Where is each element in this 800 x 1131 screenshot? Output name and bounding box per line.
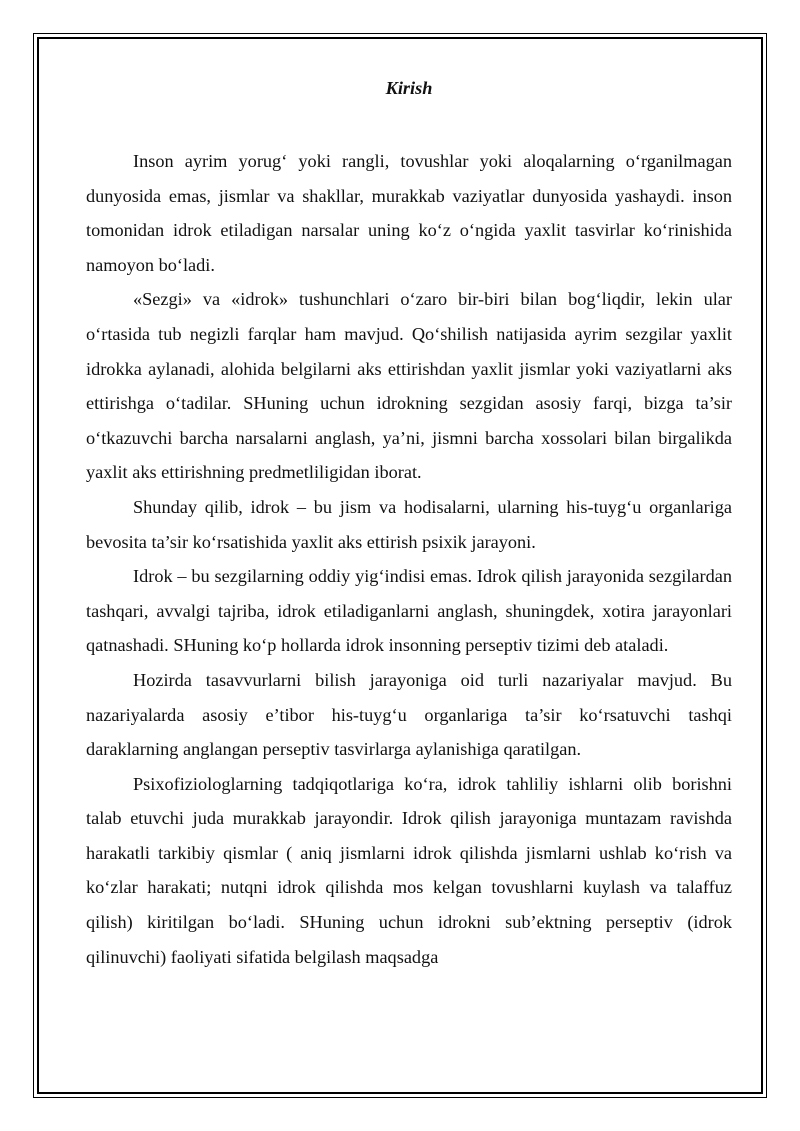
- document-body: [86, 74, 732, 974]
- paragraph-2: «Sezgi» va «idrok» tushunchlari o‘zaro bir-biri bilan bog‘liqdir, lekin ular o‘rtasida tub negizli farqlar ham mavjud. Qo‘shilish natijasida ayrim sezgilar yaxlit idrokka aylanadi, alohida belgilarni aks ettirishdan yaxlit jismlar yoki vaziyatlarni aks ettirishga o‘tadilar. SHuning uchun idrokning sezgidan asosiy farqi, bizga ta’sir o‘tkazuvchi barcha narsalarni anglash, ya’ni, jismni barcha xossolari bilan birgalikda yaxlit aks ettirishning predmetliligidan iborat.: [86, 289, 732, 483]
- paragraph-4: Idrok – bu sezgilarning oddiy yig‘indisi emas. Idrok qilish jarayonida sezgilardan tashqari, avvalgi tajriba, idrok etiladiganlarni anglash, shuningdek, xotira jarayonlari qatnashadi. SHuning ko‘p hollarda idrok insonning perseptiv tizimi deb ataladi.: [86, 566, 732, 656]
- document-text: [86, 144, 732, 974]
- document-title: Kirish: [385, 78, 433, 98]
- paragraph-6: Psixofiziologlarning tadqiqotlariga ko‘ra, idrok tahliliy ishlarni olib borishni talab etuvchi juda murakkab jarayondir. Idrok qilish jarayoniga muntazam ravishda harakatli tarkibiy qismlar ( aniq jismlarni idrok qilishda jismlarni ushlab ko‘rish va ko‘zlar harakati; nutqni idrok qilishda mos kelgan tovushlarni kuylash va talaffuz qilish) kiritilgan bo‘ladi. SHuning uchun idrokni sub’ektning perseptiv (idrok qilinuvchi) faoliyati sifatida belgilash maqsadga: [86, 773, 732, 967]
- paragraph-1: Inson ayrim yorug‘ yoki rangli, tovushlar yoki aloqalarning o‘rganilmagan dunyosida emas, jismlar va shakllar, murakkab vaziyatlar dunyosida yashaydi. inson tomonidan idrok etiladigan narsalar uning ko‘z o‘ngida yaxlit tasvirlar ko‘rinishida namoyon bo‘ladi.: [86, 151, 732, 275]
- paragraph-3: Shunday qilib, idrok – bu jism va hodisalarni, ularning his-tuyg‘u organlariga bevosita ta’sir ko‘rsatishida yaxlit aks ettirish psixik jarayoni.: [86, 496, 732, 552]
- paragraph-5: Hozirda tasavvurlarni bilish jarayoniga oid turli nazariyalar mavjud. Bu nazariyalarda asosiy e’tibor his-tuyg‘u organlariga ta’sir ko‘rsatuvchi tashqi daraklarning anglangan perseptiv tasvirlarga aylanishiga qaratilgan.: [86, 669, 732, 760]
